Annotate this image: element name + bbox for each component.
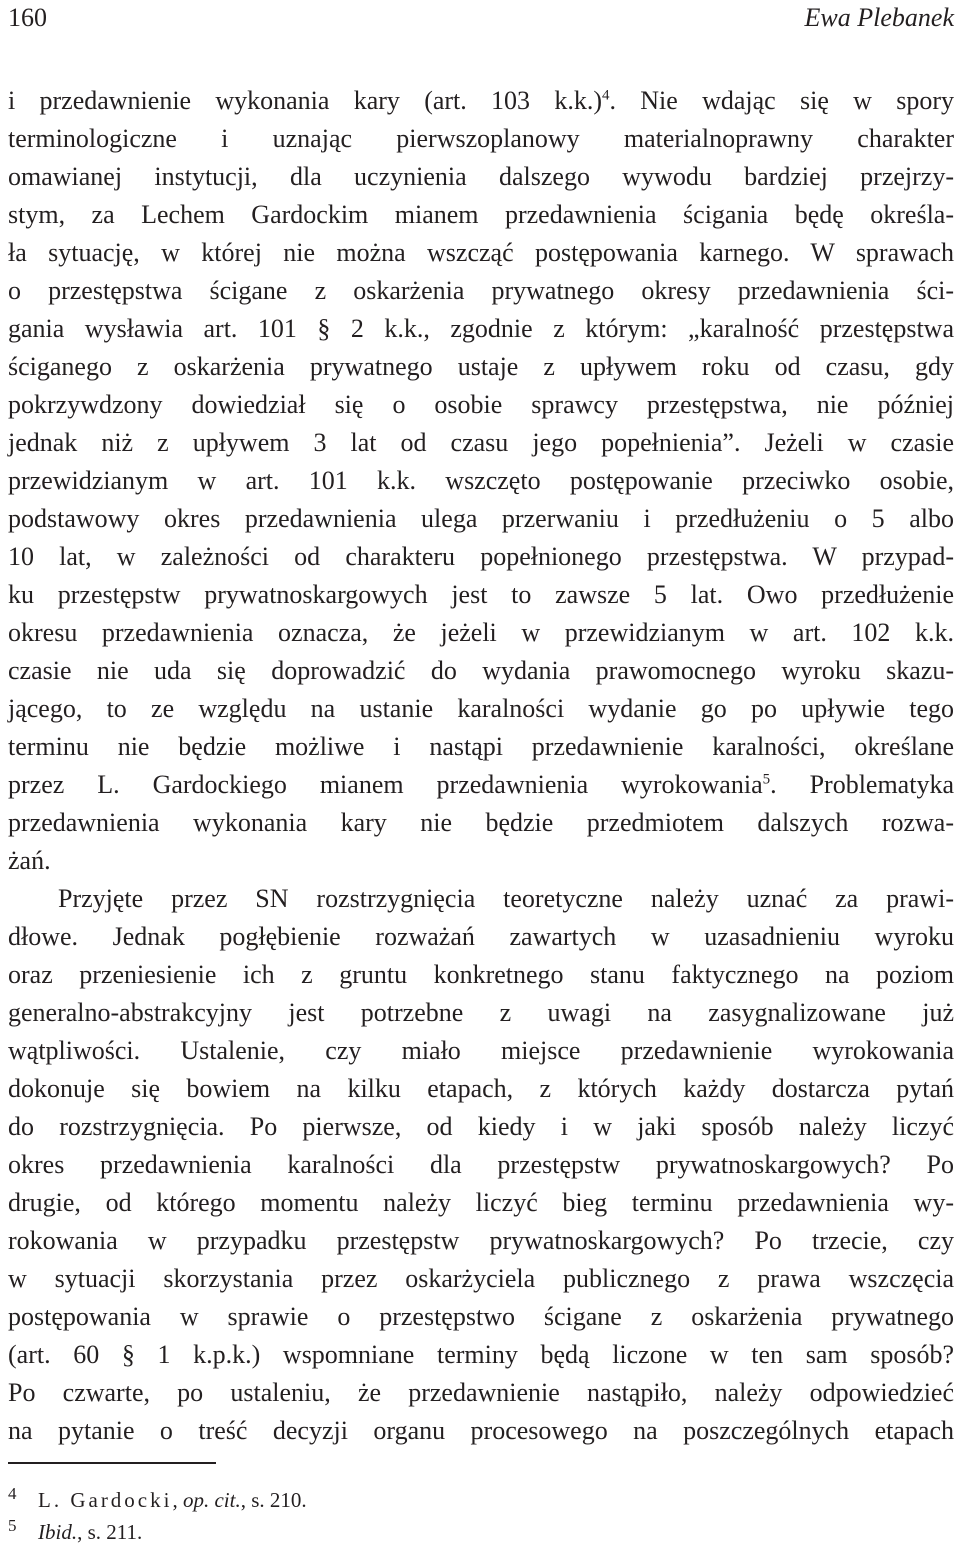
text-line: (art. 60 § 1 k.p.k.) wspomniane terminy będą liczone w ten sam sposób?: [8, 1340, 954, 1369]
text-line: podstawowy okres przedawnienia ulega przerwaniu i przedłużeniu o 5 albo: [8, 504, 954, 533]
text-line: 10 lat, w zależności od charakteru popełnionego przestępstwa. W przypad-: [8, 542, 954, 571]
footnote-reference: 5: [762, 771, 771, 788]
text-line: dłowe. Jednak pogłębienie rozważań zawartych w uzasadnieniu wyroku: [8, 922, 954, 951]
text-line: przedawnienia wykonania kary nie będzie przedmiotem dalszych rozwa-: [8, 808, 954, 837]
text-line: na pytanie o treść decyzji organu procesowego na poszczególnych etapach: [8, 1416, 954, 1445]
text-line: gania wysławia art. 101 § 2 k.k., zgodnie z którym: „karalność przestępstwa: [8, 314, 954, 343]
text-segment: i przedawnienie wykonania kary (art. 103 k.k.): [8, 86, 602, 115]
text-line: ku przestępstw prywatnoskargowych jest to zawsze 5 lat. Owo przedłużenie: [8, 580, 954, 609]
text-line: żań.: [8, 846, 51, 875]
footnotes: [8, 1484, 954, 1548]
footnote-text: [38, 1516, 142, 1548]
text-line: generalno-abstrakcyjny jest potrzebne z uwagi na zasygnalizowane już: [8, 998, 954, 1027]
text-line: [8, 82, 954, 120]
page-number: 160: [8, 3, 47, 32]
text-line: ła sytuację, w której nie można wszcząć postępowania karnego. W sprawach: [8, 238, 954, 267]
body-text: [8, 82, 954, 1450]
text-line: dokonuje się bowiem na kilku etapach, z których każdy dostarcza pytań: [8, 1074, 954, 1103]
text-line: postępowania w sprawie o przestępstwo ścigane z oskarżenia prywatnego: [8, 1302, 954, 1331]
text-line: okresu przedawnienia oznacza, że jeżeli w przewidzianym w art. 102 k.k.: [8, 618, 954, 647]
footnote-number: 5: [8, 1516, 17, 1535]
text-line: jącego, to ze względu na ustanie karalności wydanie go po upływie tego: [8, 694, 954, 723]
text-line: omawianej instytucji, dla uczynienia dalszego wywodu bardziej przejrzy-: [8, 162, 954, 191]
footnote-reference: 4: [602, 87, 610, 104]
footnote-4: [8, 1484, 954, 1516]
text-line: w sytuacji skorzystania przez oskarżyciela publicznego z prawa wszczęcia: [8, 1264, 954, 1293]
text-line: pokrzywdzony dowiedział się o osobie sprawcy przestępstwa, nie później: [8, 390, 954, 419]
footnote-page: , s. 210.: [240, 1488, 307, 1512]
footnote-5: [8, 1516, 954, 1548]
text-line: [8, 766, 954, 804]
footnote-author: L. Gardocki: [38, 1488, 173, 1512]
footnote-separator: [8, 1462, 216, 1464]
text-line: drugie, od którego momentu należy liczyć bieg terminu przedawnienia wy-: [8, 1188, 954, 1217]
text-line: terminu nie będzie możliwe i nastąpi przedawnienie karalności, określane: [8, 732, 954, 761]
text-segment: przez L. Gardockiego mianem przedawnienia wyrokowania: [8, 770, 763, 799]
text-line: Przyjęte przez SN rozstrzygnięcia teoretyczne należy uznać za prawi-: [58, 884, 954, 913]
text-line: jednak niż z upływem 3 lat od czasu jego popełnienia”. Jeżeli w czasie: [8, 428, 954, 457]
footnote-source: Ibid.: [38, 1520, 78, 1544]
text-line: wątpliwości. Ustalenie, czy miało miejsce przedawnienie wyrokowania: [8, 1036, 954, 1065]
running-head: [8, 2, 954, 34]
footnote-separator-comma: ,: [172, 1488, 183, 1512]
text-line: okres przedawnienia karalności dla przestępstw prywatnoskargowych? Po: [8, 1150, 954, 1179]
text-line: stym, za Lechem Gardockim mianem przedawnienia ścigania będę określa-: [8, 200, 954, 229]
footnote-text: [38, 1484, 307, 1516]
footnote-page: , s. 211.: [77, 1520, 143, 1544]
footnote-source: op. cit.: [182, 1488, 241, 1512]
text-line: terminologiczne i uznając pierwszoplanowy materialnoprawny charakter: [8, 124, 954, 153]
text-line: Po czwarte, po ustaleniu, że przedawnienie nastąpiło, należy odpowiedzieć: [8, 1378, 954, 1407]
text-line: rokowania w przypadku przestępstw prywatnoskargowych? Po trzecie, czy: [8, 1226, 954, 1255]
text-segment: . Problematyka: [770, 770, 954, 799]
text-line: o przestępstwa ścigane z oskarżenia prywatnego okresy przedawnienia ści-: [8, 276, 954, 305]
running-head-author: Ewa Plebanek: [804, 3, 954, 32]
text-line: czasie nie uda się doprowadzić do wydania prawomocnego wyroku skazu-: [8, 656, 954, 685]
text-line: oraz przeniesienie ich z gruntu konkretnego stanu faktycznego na poziom: [8, 960, 954, 989]
text-line: przewidzianym w art. 101 k.k. wszczęto postępowanie przeciwko osobie,: [8, 466, 954, 495]
text-line: ściganego z oskarżenia prywatnego ustaje z upływem roku od czasu, gdy: [8, 352, 954, 381]
footnote-number: 4: [8, 1484, 17, 1503]
text-segment: . Nie wdając się w spory: [609, 86, 954, 115]
text-line: do rozstrzygnięcia. Po pierwsze, od kiedy i w jaki sposób należy liczyć: [8, 1112, 954, 1141]
